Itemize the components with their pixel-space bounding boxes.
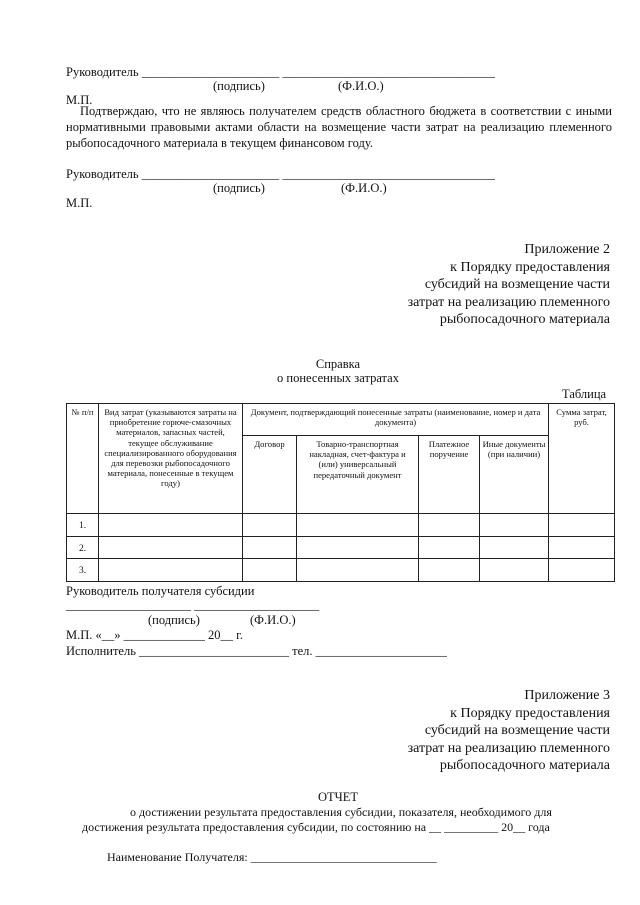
appendix-3-line: Приложение 3	[524, 688, 610, 703]
name-caption-1: (Ф.И.О.)	[338, 79, 384, 93]
header-cost-type: Вид затрат (указываются затраты на приобретение горюче-смазочных материалов, запасных частей, текущее обслуживание специализированного оборудования для перевозки рыбопосадочного материала, понесенные в текущем году)	[99, 404, 243, 514]
signature-line-1: Руководитель ______________________ __________________________________	[66, 65, 495, 79]
table-cell[interactable]	[480, 559, 549, 582]
header-num: № п/п	[67, 404, 99, 514]
appendix-2-header	[290, 241, 610, 329]
appendix-2-line: рыбопосадочного материала	[439, 312, 610, 327]
stamp-label-2: М.П.	[66, 196, 93, 210]
table-row	[67, 537, 615, 559]
table-label: Таблица	[562, 387, 607, 401]
costs-table	[66, 403, 615, 582]
table-cell[interactable]	[419, 559, 480, 582]
table-cell[interactable]	[243, 514, 297, 537]
table-cell[interactable]	[243, 537, 297, 559]
appendix-3-line: к Порядку предоставления	[450, 705, 610, 721]
row-number: 1.	[67, 514, 99, 537]
header-payment-order: Платежное поручение	[419, 436, 480, 514]
report-title: ОТЧЕТ	[317, 790, 359, 804]
certificate-title: Справка	[315, 357, 361, 371]
table-cell[interactable]	[297, 514, 419, 537]
appendix-3-line: рыбопосадочного материала	[439, 758, 610, 773]
confirmation-paragraph: Подтверждаю, что не являюсь получателем средств областного бюджета в соответствии с иными нормативными правовыми актами области на возмещение части затрат на реализацию племенного рыбопосадочного материала в текущем финансовом году.	[66, 104, 612, 150]
executor-line: Исполнитель ________________________ тел. _____________________	[66, 644, 447, 658]
appendix-2-line: субсидий на возмещение части	[424, 277, 610, 292]
signature-line-2: Руководитель ______________________ __________________________________	[66, 167, 495, 181]
stamp-date-line: М.П. «__» _____________ 20__ г.	[66, 628, 243, 642]
table-cell[interactable]	[99, 537, 243, 559]
report-subtitle-line-2: достижения результата предоставления субсидии, по состоянию на __ _________ 20__ года	[82, 820, 550, 834]
header-other-docs: Иные документы (при наличии)	[480, 436, 549, 514]
table-row	[67, 514, 615, 537]
row-number: 3.	[67, 559, 99, 582]
table-cell[interactable]	[297, 559, 419, 582]
recipient-title: Руководитель получателя субсидии	[66, 584, 255, 598]
appendix-2-line: к Порядку предоставления	[450, 259, 610, 275]
table-cell[interactable]	[480, 537, 549, 559]
table-cell[interactable]	[243, 559, 297, 582]
certificate-subtitle: о понесенных затратах	[277, 371, 399, 385]
recipient-signature-line: ____________________ ____________________	[66, 598, 320, 612]
table-cell[interactable]	[419, 514, 480, 537]
recipient-name-caption: (Ф.И.О.)	[250, 613, 296, 627]
table-cell[interactable]	[549, 514, 615, 537]
appendix-3-line: затрат на реализацию племенного	[407, 740, 610, 756]
report-subtitle-line-1: о достижении результата предоставления субсидии, показателя, необходимого для	[130, 805, 552, 819]
recipient-name-line: Наименование Получателя: _______________________________	[107, 850, 437, 864]
table-cell[interactable]	[99, 559, 243, 582]
name-caption-2: (Ф.И.О.)	[341, 181, 387, 195]
table-cell[interactable]	[99, 514, 243, 537]
appendix-2-line: затрат на реализацию племенного	[407, 294, 610, 310]
table-row	[67, 559, 615, 582]
header-contract: Договор	[243, 436, 297, 514]
table-cell[interactable]	[297, 537, 419, 559]
recipient-signature-caption: (подпись)	[148, 613, 200, 627]
table-cell[interactable]	[419, 537, 480, 559]
table-cell[interactable]	[549, 537, 615, 559]
header-sum: Сумма затрат, руб.	[549, 404, 615, 514]
signature-caption-2: (подпись)	[213, 181, 265, 195]
appendix-2-line: Приложение 2	[524, 242, 610, 257]
header-document-group: Документ, подтверждающий понесенные затраты (наименование, номер и дата документа)	[243, 404, 549, 436]
table-cell[interactable]	[549, 559, 615, 582]
table-cell[interactable]	[480, 514, 549, 537]
header-waybill: Товарно-транспортная накладная, счет-фактура и (или) универсальный передаточный документ	[297, 436, 419, 514]
stamp-label-1: М.П.	[66, 93, 93, 107]
signature-caption-1: (подпись)	[213, 79, 265, 93]
row-number: 2.	[67, 537, 99, 559]
appendix-3-header	[290, 687, 610, 775]
appendix-3-line: субсидий на возмещение части	[424, 723, 610, 738]
